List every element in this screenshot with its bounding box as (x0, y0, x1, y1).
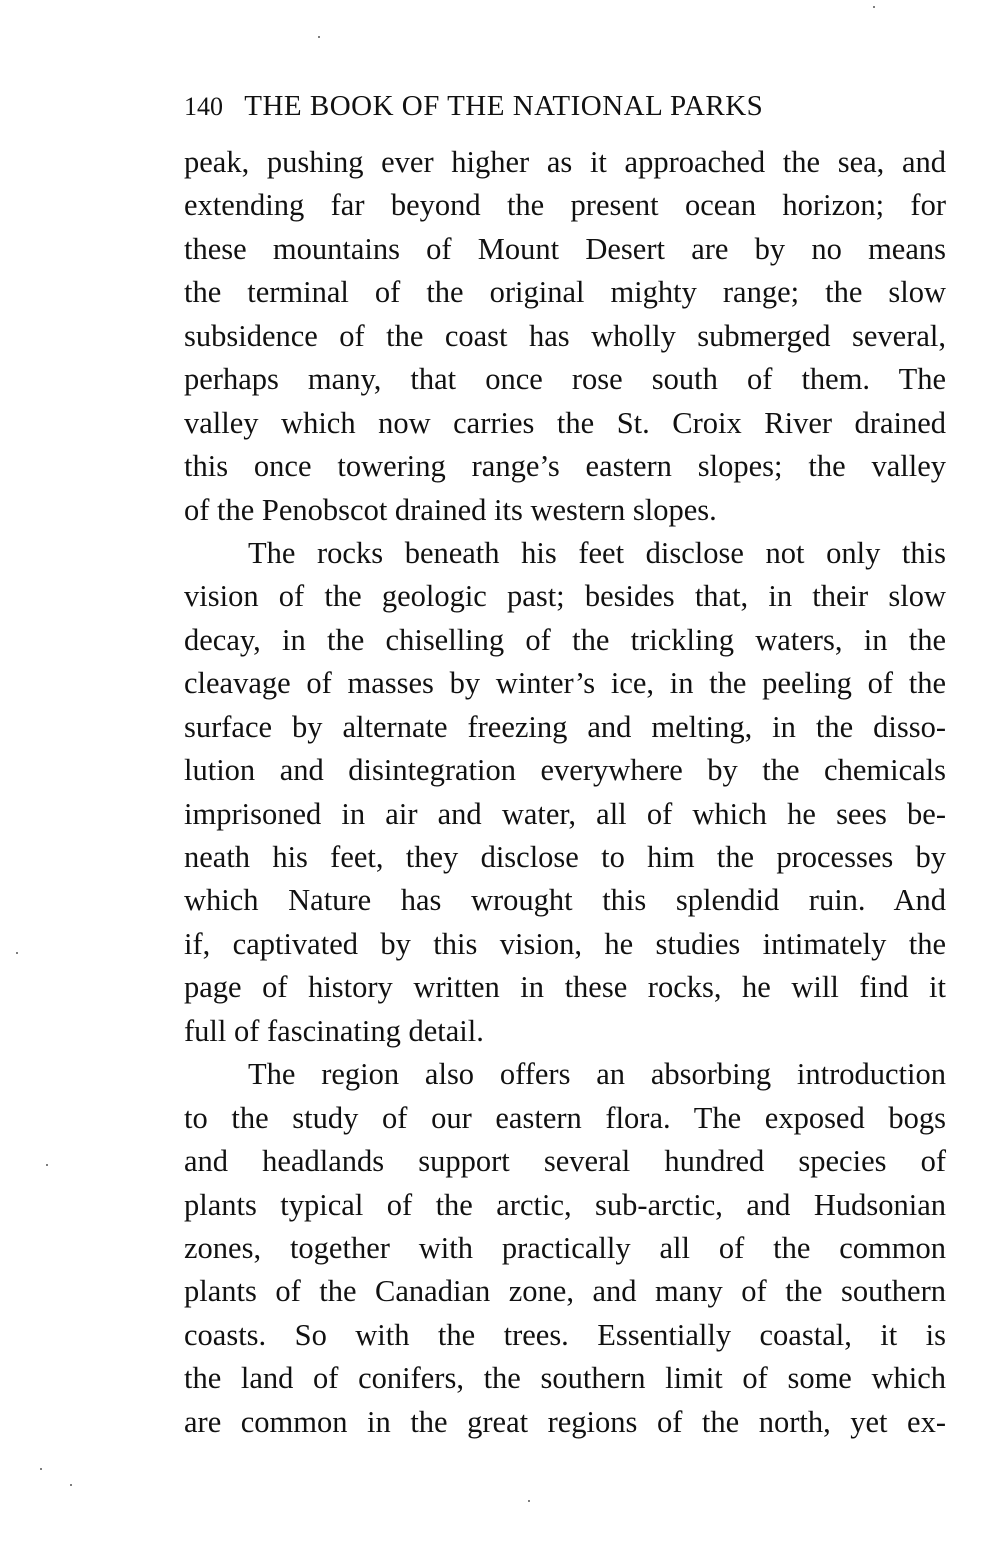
paragraph-3 (184, 1053, 946, 1444)
text-line: of the Penobscot drained its western slopes. (184, 492, 717, 527)
text-line: decay, in the chiselling of the trickling waters, in the (184, 622, 946, 657)
text-line: full of fascinating detail. (184, 1013, 484, 1048)
paragraph-2 (184, 532, 946, 1053)
text-line: extending far beyond the present ocean horizon; for (184, 188, 946, 223)
text-line: perhaps many, that once rose south of them. The (184, 362, 946, 397)
scan-speck (16, 952, 18, 954)
text-line: peak, pushing ever higher as it approached the sea, and (184, 145, 946, 179)
text-line: neath his feet, they disclose to him the processes by (184, 840, 946, 874)
text-line: the terminal of the original mighty range; the slow (184, 275, 946, 310)
text-line: valley which now carries the St. Croix River drained (184, 405, 946, 440)
scan-speck (318, 36, 320, 38)
text-line: if, captivated by this vision, he studies intimately the (184, 926, 946, 961)
text-line: plants of the Canadian zone, and many of the southern (184, 1274, 946, 1309)
scan-speck (40, 1468, 42, 1470)
text-line: The rocks beneath his feet disclose not only this (248, 535, 946, 570)
text-line: The region also offers an absorbing introduction (248, 1057, 946, 1092)
text-line: and headlands support several hundred species of (184, 1144, 946, 1179)
text-line: are common in the great regions of the north, yet ex- (184, 1404, 946, 1439)
text-line: coasts. So with the trees. Essentially coastal, it is (184, 1317, 946, 1352)
body-text (184, 141, 946, 1444)
text-line: plants typical of the arctic, sub-arctic, and Hudsonian (184, 1187, 946, 1222)
text-line: zones, together with practically all of the common (184, 1230, 946, 1265)
text-line: vision of the geologic past; besides that, in their slow (184, 579, 946, 614)
text-line: imprisoned in air and water, all of which he sees be- (184, 796, 946, 831)
text-line: to the study of our eastern flora. The exposed bogs (184, 1100, 946, 1135)
scan-speck (46, 1164, 48, 1166)
text-line: this once towering range’s eastern slopes; the valley (184, 449, 946, 484)
scan-speck (528, 1500, 530, 1502)
page-number: 140 (184, 92, 223, 121)
text-line: cleavage of masses by winter’s ice, in the peeling of the (184, 666, 946, 701)
text-line: these mountains of Mount Desert are by no means (184, 231, 946, 266)
running-head (184, 84, 944, 128)
scan-speck (873, 6, 875, 8)
scan-speck (70, 1484, 72, 1486)
text-line: page of history written in these rocks, he will find it (184, 970, 946, 1005)
text-line: which Nature has wrought this splendid ruin. And (184, 883, 946, 918)
paragraph-1 (184, 141, 946, 532)
text-line: lution and disintegration everywhere by the chemicals (184, 753, 946, 788)
text-line: surface by alternate freezing and melting, in the disso- (184, 709, 946, 744)
running-title: THE BOOK OF THE NATIONAL PARKS (244, 90, 764, 122)
text-line: subsidence of the coast has wholly submerged several, (184, 318, 946, 353)
text-line: the land of conifers, the southern limit of some which (184, 1361, 946, 1396)
